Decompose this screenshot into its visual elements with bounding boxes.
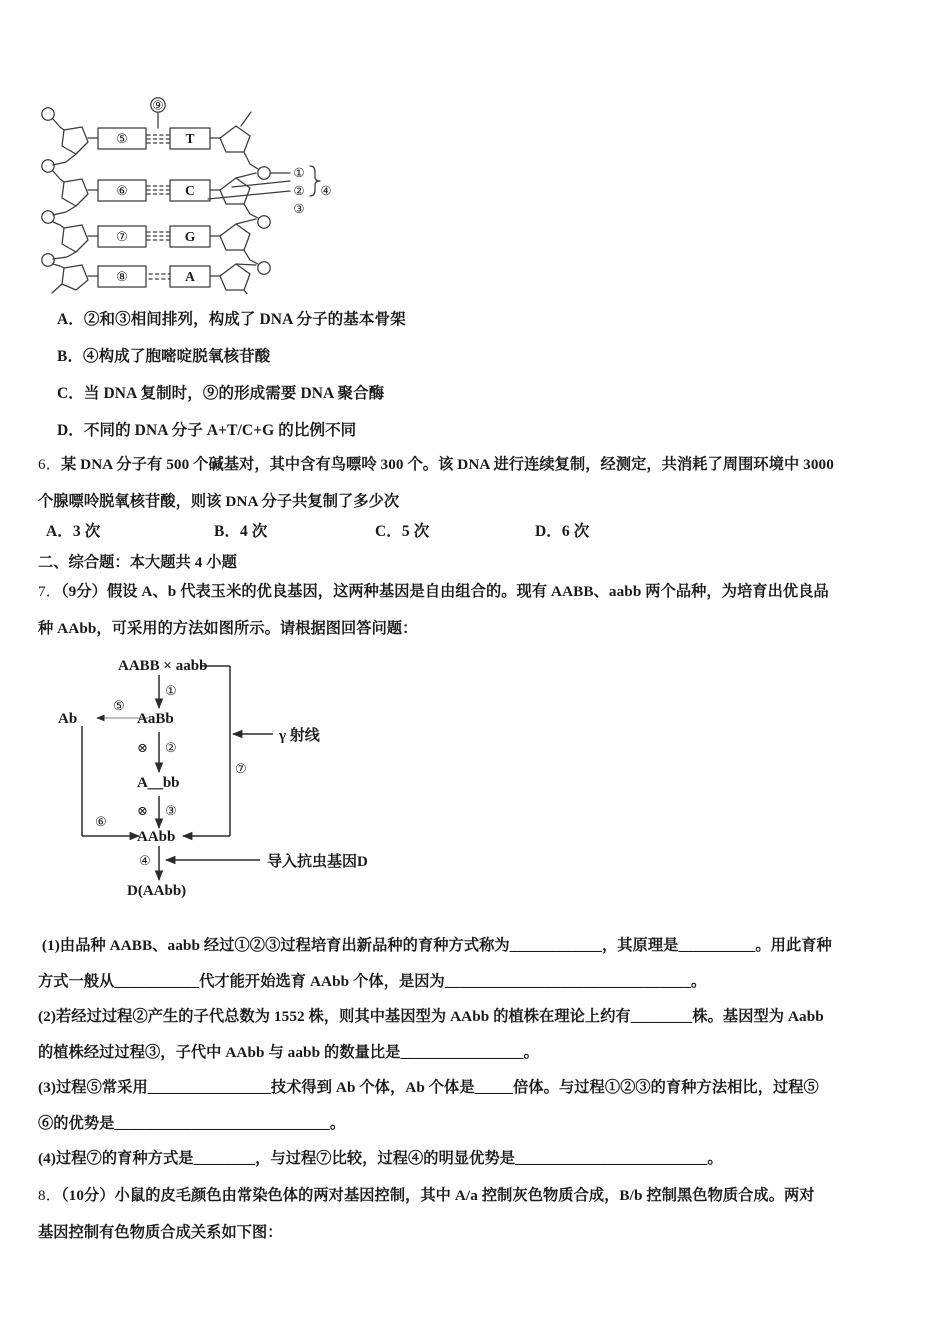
q7-sub1-line1: (1)由品种 AABB、aabb 经过①②③过程培育出新品种的育种方式称为____________，其原理是__________。用此育种 bbox=[38, 937, 832, 954]
choice-c-key: C． bbox=[57, 385, 84, 402]
breeding-node-f2: A＿bb bbox=[137, 775, 180, 791]
choice-b-text: ④构成了胞嘧啶脱氧核苷酸 bbox=[83, 348, 271, 365]
breeding-label-6: ⑥ bbox=[95, 814, 107, 829]
q7-sub3-line2: ⑥的优势是____________________________。 bbox=[38, 1115, 346, 1132]
q6-option-d-key: D． bbox=[535, 523, 562, 540]
question-6-line-2: 个腺嘌呤脱氧核苷酸，则该 DNA 分子共复制了多少次 bbox=[38, 493, 400, 510]
breeding-label-5: ⑤ bbox=[113, 698, 125, 713]
dna-label-3: ③ bbox=[293, 202, 305, 216]
dna-label-4: ④ bbox=[320, 184, 332, 198]
breeding-label-2: ② bbox=[165, 740, 177, 755]
q6-option-b-key: B． bbox=[214, 523, 241, 540]
breeding-node-f1: AaBb bbox=[137, 711, 174, 727]
choice-c-text: 当 DNA 复制时，⑨的形成需要 DNA 聚合酶 bbox=[83, 385, 385, 402]
breeding-label-7: ⑦ bbox=[235, 761, 247, 776]
dna-label-8: ⑧ bbox=[116, 269, 128, 284]
q7-sub4-line1: (4)过程⑦的育种方式是________，与过程⑦比较，过程④的明显优势是_________________________。 bbox=[38, 1150, 723, 1167]
dna-label-7: ⑦ bbox=[116, 229, 128, 244]
q6-option-c-text: 5 次 bbox=[401, 523, 430, 540]
choice-a-q5 bbox=[57, 310, 406, 330]
breeding-node-parents: AABB × aabb bbox=[118, 658, 208, 674]
dna-label-2: ② bbox=[293, 184, 305, 198]
choice-d-text: 不同的 DNA 分子 A+T/C+G 的比例不同 bbox=[83, 422, 357, 439]
breeding-annotation-transgene: 导入抗虫基因D bbox=[267, 854, 368, 870]
dna-label-6: ⑥ bbox=[116, 183, 128, 198]
breeding-selfcross-1: ⊗ bbox=[137, 740, 148, 755]
q6-option-c-key: C． bbox=[375, 523, 402, 540]
question-8-line-1 bbox=[38, 1186, 815, 1206]
breeding-label-3: ③ bbox=[165, 803, 177, 818]
breeding-label-4: ④ bbox=[139, 853, 151, 868]
question-8-score: （10分） bbox=[60, 1187, 115, 1204]
breeding-node-haploid: Ab bbox=[58, 711, 78, 727]
question-6-text-1: 某 DNA 分子有 500 个碱基对，其中含有鸟嘌呤 300 个。该 DNA 进行连续复制，经测定，共消耗了周围环境中 3000 bbox=[60, 456, 834, 473]
q7-sub2-line1: (2)若经过过程②产生的子代总数为 1552 株，则其中基因型为 AAbb 的植株在理论上约有________株。基因型为 Aabb bbox=[38, 1008, 824, 1025]
choice-b-q5 bbox=[57, 347, 270, 367]
choice-b-key: B． bbox=[57, 348, 84, 365]
q6-option-d-text: 6 次 bbox=[561, 523, 590, 540]
dna-label-9: ⑨ bbox=[152, 98, 164, 113]
q6-option-d bbox=[535, 522, 589, 542]
question-7-text-1: 假设 A、b 代表玉米的优良基因，这两种基因是自由组合的。现有 AABB、aabb 两个品种，为培育出优良品 bbox=[106, 583, 829, 600]
q6-option-b bbox=[214, 522, 267, 542]
breeding-selfcross-2: ⊗ bbox=[137, 803, 148, 818]
question-6-number: 6． bbox=[38, 456, 61, 473]
q6-option-a bbox=[46, 522, 100, 542]
dna-base-A: A bbox=[185, 269, 195, 284]
q6-option-a-key: A． bbox=[46, 523, 73, 540]
choice-d-q5 bbox=[57, 421, 356, 441]
dna-base-T: T bbox=[185, 131, 195, 146]
breeding-label-1: ① bbox=[165, 683, 177, 698]
dna-label-1: ① bbox=[293, 166, 305, 180]
question-7-line-1 bbox=[38, 582, 829, 602]
question-8-text-1: 小鼠的皮毛颜色由常染色体的两对基因控制，其中 A/a 控制灰色物质合成，B/b 控制黑色物质合成。两对 bbox=[114, 1187, 815, 1204]
question-7-number: 7． bbox=[38, 583, 61, 600]
question-7-line-2: 种 AAbb，可采用的方法如图所示。请根据图回答问题： bbox=[38, 620, 418, 637]
q6-option-b-text: 4 次 bbox=[240, 523, 268, 540]
section-2-heading: 二、综合题：本大题共 4 小题 bbox=[38, 554, 237, 571]
question-6-line-1 bbox=[38, 455, 834, 475]
q7-sub1-line2: 方式一般从___________代才能开始选育 AAbb 个体，是因为________________________________。 bbox=[38, 973, 707, 990]
dna-label-5: ⑤ bbox=[116, 131, 128, 146]
q6-option-c bbox=[375, 522, 429, 542]
question-8-number: 8． bbox=[38, 1187, 61, 1204]
dna-structure-figure bbox=[36, 94, 336, 294]
question-8-line-2: 基因控制有色物质合成关系如下图： bbox=[38, 1224, 283, 1241]
breeding-node-target: AAbb bbox=[137, 829, 176, 845]
question-7-score: （9分） bbox=[60, 583, 107, 600]
q6-option-a-text: 3 次 bbox=[72, 523, 101, 540]
breeding-node-transgenic: D(AAbb) bbox=[127, 883, 187, 899]
choice-a-text: ②和③相间排列，构成了 DNA 分子的基本骨架 bbox=[83, 311, 406, 328]
choice-a-key: A． bbox=[57, 311, 84, 328]
choice-d-key: D． bbox=[57, 422, 84, 439]
breeding-annotation-gamma: γ 射线 bbox=[279, 728, 320, 744]
choice-c-q5 bbox=[57, 384, 384, 404]
dna-base-G: G bbox=[184, 229, 196, 244]
breeding-flowchart-figure bbox=[55, 648, 505, 913]
dna-base-C: C bbox=[185, 183, 195, 198]
q7-sub3-line1: (3)过程⑤常采用________________技术得到 Ab 个体，Ab 个体是_____倍体。与过程①②③的育种方法相比，过程⑤ bbox=[38, 1079, 819, 1096]
q7-sub2-line2: 的植株经过过程③，子代中 AAbb 与 aabb 的数量比是________________。 bbox=[38, 1044, 539, 1061]
